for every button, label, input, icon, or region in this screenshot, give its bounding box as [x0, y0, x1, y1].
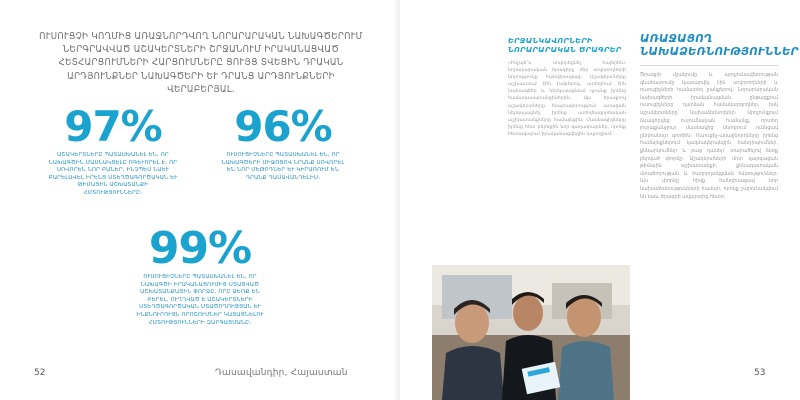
column-2-title: ԱՌԱՋԱՑՈՂ ՆԱԽԱՁԵՌՆՈՒԹՅՈՒՆՆԵՐ	[640, 33, 778, 66]
column-1-body: «Ինչպե՞ս սովորեցնել հայերեն» նորարարական ծրագիրը մեր սովորողների նորությունը հանդիսացավ։ Աշակերտները աշխատում էին խմբերով, ստեղծում էին նախագծեր և ներկայացնում դրանք իրենց համադասարանցիներին։ Այս ծրագրով աշակերտները հնարավորություն ստացան ներկայացնել իրենց ստեղծագործական աշխատանքները համայնքին։ Մասնակիցները իրենց հետ բերեցին նոր գաղափարներ, որոնք հետագայում իրականացվեցին դպրոցում։	[508, 61, 626, 137]
stat-description: ԱՇԱԿԵՐՏՆԵՐԸ ՊԱՏԱՍԽԱՆԵԼ ԵՆ, ՈՐ ՆԱԽԱԳԾԻՆ ՄԱՍՆԱԿՑԵԼԸ ՈԳԵՒՈՐԵԼ Է, ՈՐ ՍՈՎՈՐԵՆ ՆՈՐ ԲԱՆԵՐ, ԻՆՉՊԵՍ ՆԱԵՒ ԲԱՐԵԼԱՎԵԼ ԻՐԵՆՑ ՍՏԵՂԾԱԳՈՐԾԱԿԱՆ ԵՒ ԹԻՄԱՅԻՆ ԱՇԽԱՏԱՆՔԻ ՀՄՏՈՒԹՅՈՒՆՆԵՐԸ։	[48, 152, 178, 196]
stat-description: ՈՒՍՈՒՑԻՉՆԵՐԸ ՊԱՏԱՍԽԱՆԵԼ ԵՆ, ՈՐ ՆԱԽԱԳԾԵՐԻ ՄԻՋՈՑՈՎ ՆՐԱՆՔ ՍՈՎՈՐԵԼ ԵՆ ՆՈՐ ՄԵԹՈԴՆԵՐ ԵՒ ԿԻՐԱՌՈՒՄ ԵՆ ԴՐԱՆՔ ԴԱՍԱՎԱՆԴԵԼԻՍ։	[221, 152, 345, 181]
stat-value: 97%	[64, 102, 162, 151]
page-number-right: 53	[754, 368, 766, 378]
photo-three-students-icon	[432, 265, 630, 400]
headline: ՈՒՍՈՒՑՉԻ ԿՈՂՄԻՑ ԱՌԱՋՆՈՐԴՎՈՂ ՆՈՐԱՐԱՐԱԿԱՆ ՆԱԽԱԳԾԵՐՈՒՄ ՆԵՐԳՐԱՎՎԱԾ ԱՇԱԿԵՐՏՆԵՐԻ ՇՐՋԱՆՈՒՄ ԻՐԱԿԱՆԱՑՎԱԾ ՀԵՏՀԱՐՑՈՒՄՆԵՐԻ ՀԱՐՑՈՒՄՆԵՐԸ ՑՈՒՅՑ ՏՎԵՑԻՆ ԴՐԱԿԱՆ ԱՐԴՅՈՒՆՔՆԵՐ ՆԱԽԱԳԾԵՐԻ ԵՒ ԴՐԱՆՑ ԱՐԴՅՈՒՆՔՆԵՐԻ ՎԵՐԱԲԵՐՅԱԼ.	[39, 31, 363, 95]
stat-value: 96%	[234, 102, 332, 151]
stat-97	[48, 104, 178, 198]
stat-value: 99%	[148, 223, 252, 274]
stat-99	[130, 223, 270, 327]
stat-96	[218, 104, 348, 182]
column-2-body: Ծրագրի մշակումը և արդյունավետության գնահատումը կատարվել էին սովորողների և ուսուցիչների համատեղ ջանքերով։ Նորարարական նախագծերի իրականացման ընթացքում ուսուցիչները դարձան համակարգողներ, իսկ աշակերտները՝ նախաձեռնողներ։ Արդյունքում ձևավորվեց ուսումնական համայնք, որտեղ յուրաքանչյուր մասնակից ներդրում ունեցավ ընդհանուր գործին։ Ուսուցիչ-առաջնորդները իրենց համայնքներում կազմակերպեցին հանդիպումներ, քննարկումներ և բաց դասեր՝ տարածելով ձեռք բերված փորձը։ Աշակերտների մոտ զարգացան թիմային աշխատանքի, քննադատական մտածողության և հաղորդակցման հմտություններ։ Այս փորձը հիմք հանդիսացավ նոր նախաձեռնությունների համար, որոնք շարունակվում են նաև ծրագրի ավարտից հետո։	[640, 73, 778, 200]
column-1-title: ԵՐՋԱՆԿԱՎՈՐՆԵՐԻ ՆՈՐԱՐԱՐԱԿԱՆ ԾՐԱԳՐԵՐ	[508, 36, 622, 54]
right-page	[400, 0, 800, 400]
page-number-left: 52	[34, 368, 46, 378]
footer-text: Դասավանդիր, Հայաստան	[215, 368, 348, 378]
stat-description: ՈՒՍՈՒՑԻՉՆԵՐԸ ՊԱՏԱՍԽԱՆԵԼ ԵՆ, ՈՐ ՆԱԽԱԳԾԻ ԻՐԱԿԱՆԱՑՈՒՄԻՑ ՍՏԱՑՎԱԾ ԱՇԽԱՏԱՆՔԱՅԻՆ ՓՈՐՁԸ, ՈՐԸ ՁԵՌՔ ԵՆ ԲԵՐԵԼ, ՈՒՂՂՎԱԾ Է ԱՇԱԿԵՐՏՆԵՐԻ ՍՏԵՂԾԱԳՈՐԾԱԿԱՆ ՄՏԱԾՈՂՈՒԹՅԱՆ ԵՒ ԻՆՔՆՈՒՐՈՒՅՆ ՈՐՈՇՈՒՄՆԵՐ ԿԱՅԱՑՆԵԼՈՒ ՀՄՏՈՒԹՅՈՒՆՆԵՐԻ ԶԱՐԳԱՑՄԱՆԸ։	[136, 274, 264, 326]
students-photo	[432, 265, 630, 400]
